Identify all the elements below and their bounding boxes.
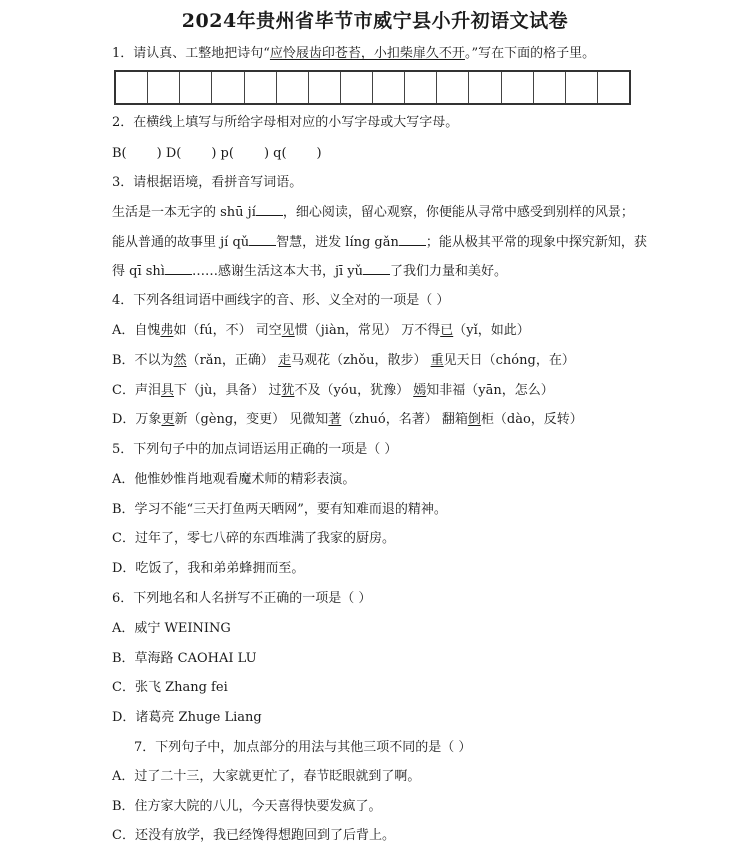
q3-l1a: 生活是一本无字的 shū jí: [112, 205, 256, 220]
q4d-6: 柜（dào，反转）: [480, 412, 583, 427]
q1-after: 。”写在下面的格子里。: [464, 46, 596, 61]
question-5: 5．下列句子中的加点词语运用正确的一项是（ ）: [112, 442, 398, 457]
q4b-2: （rǎn，正确）: [186, 353, 279, 368]
q6-option-c: C．张飞 Zhang fei: [112, 680, 228, 695]
q1-before: 1．请认真、工整地把诗句“: [112, 46, 270, 61]
grid-cell[interactable]: [212, 72, 244, 103]
q7-option-c: C．还没有放学，我已经馋得想跑回到了后背上。: [112, 828, 395, 843]
q5-option-d: D．吃饭了，我和弟弟蜂拥而至。: [112, 561, 305, 576]
q3-line-1: [112, 203, 634, 222]
grid-cell[interactable]: [469, 72, 501, 103]
grid-cell[interactable]: [566, 72, 598, 103]
grid-cell[interactable]: [341, 72, 373, 103]
writing-grid: [114, 70, 631, 105]
q4c-4: 不及（yóu，犹豫）: [294, 383, 414, 398]
q4b-0: B．不以为: [112, 353, 174, 368]
q4d-0: D．万象: [112, 412, 162, 427]
letter-close: ): [316, 146, 322, 161]
q5-option-b: B．学习不能“三天打鱼两天晒网”，要有知难而退的精神。: [112, 502, 447, 517]
q6-option-b: B．草海路 CAOHAI LU: [112, 651, 257, 666]
grid-cell[interactable]: [437, 72, 469, 103]
q4c-6: 知非福（yān，怎么）: [426, 383, 554, 398]
q4a-6: （yǐ，如此）: [453, 323, 530, 338]
q4a-1: 弗: [160, 323, 174, 338]
exam-title: 2024年贵州省毕节市威宁县小升初语文试卷: [181, 10, 569, 32]
pinyin-blank[interactable]: [249, 233, 276, 246]
q5-option-a: A．他惟妙惟肖地观看魔术师的精彩表演。: [112, 472, 356, 487]
q4-option-d: [112, 411, 583, 429]
grid-cell[interactable]: [534, 72, 566, 103]
q7-option-b: B．住方家大院的八儿，今天喜得快要发疯了。: [112, 799, 382, 814]
grid-cell[interactable]: [180, 72, 212, 103]
pinyin-blank[interactable]: [165, 262, 192, 275]
q4-option-b: [112, 352, 575, 370]
q4d-3: 著: [328, 412, 342, 427]
q4a-0: A．自愧: [112, 323, 161, 338]
q3-l2a: 能从普通的故事里 jí qǔ: [112, 235, 250, 250]
q4d-4: （zhuó，名著） 翻箱: [341, 412, 468, 427]
q3-l1b: ，细心阅读，留心观察，你便能从寻常中感受到别样的风景；: [282, 205, 634, 220]
q7-option-a: A．过了二十三，大家就更忙了，春节眨眼就到了啊。: [112, 769, 421, 784]
q4a-4: 惯（jiàn，常见） 万不得: [294, 323, 441, 338]
grid-cell[interactable]: [116, 72, 148, 103]
q4-option-c: [112, 382, 554, 400]
question-7: 7．下列句子中，加点部分的用法与其他三项不同的是（ ）: [134, 740, 472, 755]
q4b-1: 然: [173, 353, 187, 368]
q4a-5: 已: [440, 323, 454, 338]
grid-cell[interactable]: [598, 72, 629, 103]
question-6: 6．下列地名和人名拼写不正确的一项是（ ）: [112, 591, 372, 606]
question-2: 2．在横线上填写与所给字母相对应的小写字母或大写字母。: [112, 115, 459, 130]
q4c-0: C．声泪: [112, 383, 161, 398]
q5-option-c: C．过年了，零七八碎的东西堆满了我家的厨房。: [112, 531, 395, 546]
q4d-2: 新（gèng，变更） 见微知: [174, 412, 329, 427]
grid-cell[interactable]: [277, 72, 309, 103]
q4b-3: 走: [278, 353, 292, 368]
q3-l3a: 得 qī shì: [112, 264, 165, 279]
letter-d: ) D(: [156, 146, 182, 161]
q4a-3: 见: [281, 323, 295, 338]
q1-poem: 应怜屐齿印苍苔，小扣柴扉久不开: [269, 46, 465, 61]
q4b-6: 见天日（chóng，在）: [443, 353, 575, 368]
q3-l3c: 了我们力量和美好。: [390, 264, 508, 279]
grid-cell[interactable]: [309, 72, 341, 103]
grid-cell[interactable]: [245, 72, 277, 103]
q4d-1: 更: [161, 412, 175, 427]
q4c-5: 嫣: [413, 383, 427, 398]
letter-q: ) q(: [263, 146, 287, 161]
pinyin-blank[interactable]: [399, 233, 426, 246]
q4a-2: 如（fú，不） 司空: [173, 323, 282, 338]
q3-l3b: ……感谢生活这本大书，jī yǔ: [191, 264, 363, 279]
q3-l2b: 智慧，迸发 líng gǎn: [276, 235, 399, 250]
pinyin-blank[interactable]: [256, 203, 283, 216]
letter-blanks: [112, 145, 322, 163]
q6-option-a: A．威宁 WEINING: [112, 621, 231, 636]
grid-cell[interactable]: [373, 72, 405, 103]
question-1: [112, 45, 595, 63]
grid-cell[interactable]: [502, 72, 534, 103]
q4b-4: 马观花（zhǒu，散步）: [291, 353, 431, 368]
q4-option-a: [112, 322, 530, 340]
q3-line-3: [112, 262, 507, 281]
letter-p: ) p(: [211, 146, 234, 161]
q4c-2: 下（jù，具备） 过: [173, 383, 282, 398]
question-3: 3．请根据语境，看拼音写词语。: [112, 175, 303, 190]
q3-l2c: ；能从极其平常的现象中探究新知，获: [425, 235, 647, 250]
letter-b: B(: [112, 146, 127, 161]
grid-cell[interactable]: [405, 72, 437, 103]
q6-option-d: D．诸葛亮 Zhuge Liang: [112, 710, 262, 725]
q4c-1: 具: [160, 383, 174, 398]
question-4: 4．下列各组词语中画线字的音、形、义全对的一项是（ ）: [112, 293, 450, 308]
q4d-5: 倒: [467, 412, 481, 427]
pinyin-blank[interactable]: [363, 262, 390, 275]
q4c-3: 犹: [281, 383, 295, 398]
q3-line-2: [112, 233, 647, 252]
q4b-5: 重: [430, 353, 444, 368]
grid-cell[interactable]: [148, 72, 180, 103]
